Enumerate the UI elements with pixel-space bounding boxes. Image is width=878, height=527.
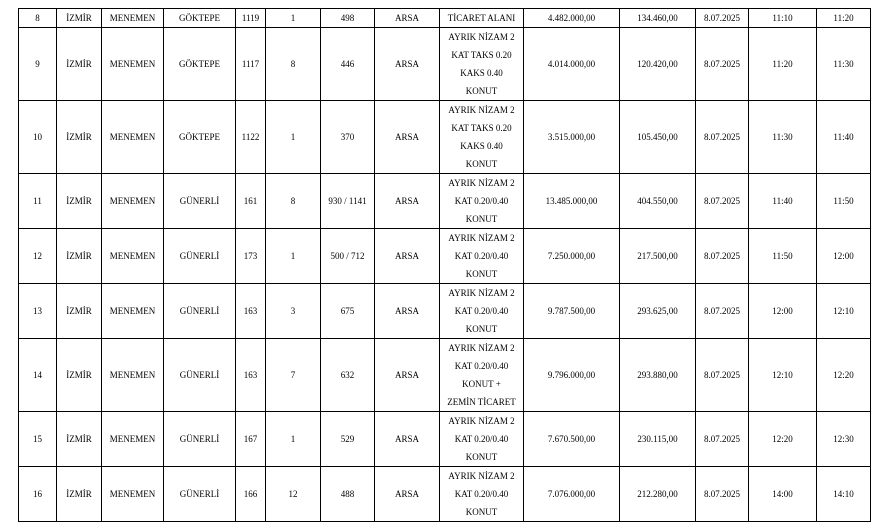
estimated-price-cell: 9.787.500,00: [524, 284, 620, 339]
property-type-cell: ARSA: [375, 174, 440, 229]
estimated-price-cell: 4.014.000,00: [524, 28, 620, 101]
neighborhood-cell: GÜNERLİ: [164, 229, 236, 284]
district-cell: MENEMEN: [102, 174, 164, 229]
start-time-cell: 12:20: [749, 412, 817, 467]
deposit-amount-cell: 293.625,00: [620, 284, 696, 339]
zoning-cell: [440, 9, 524, 28]
area-cell: 370: [321, 101, 375, 174]
row-number-cell: 12: [19, 229, 57, 284]
district-cell: MENEMEN: [102, 339, 164, 412]
zoning-line: KAT TAKS 0.20: [451, 123, 512, 133]
zoning-line: AYRIK NİZAM 2: [448, 105, 515, 115]
table-row: [19, 174, 871, 229]
auction-date-cell: 8.07.2025: [696, 28, 749, 101]
deposit-amount-cell: 212.280,00: [620, 467, 696, 522]
zoning-line: KAT 0.20/0.40: [454, 434, 509, 444]
auction-date-cell: 8.07.2025: [696, 174, 749, 229]
neighborhood-cell: GÜNERLİ: [164, 467, 236, 522]
end-time-cell: 11:40: [817, 101, 871, 174]
estimated-price-cell: 13.485.000,00: [524, 174, 620, 229]
zoning-line: KONUT: [465, 159, 498, 169]
zoning-line: KONUT: [465, 452, 498, 462]
row-number-cell: 13: [19, 284, 57, 339]
start-time-cell: 11:50: [749, 229, 817, 284]
province-cell: İZMİR: [57, 174, 102, 229]
block-number-cell: 161: [236, 174, 266, 229]
district-cell: MENEMEN: [102, 284, 164, 339]
area-cell: 529: [321, 412, 375, 467]
deposit-amount-cell: 105.450,00: [620, 101, 696, 174]
block-number-cell: 166: [236, 467, 266, 522]
row-number-cell: 16: [19, 467, 57, 522]
row-number-cell: 9: [19, 28, 57, 101]
auction-date-cell: 8.07.2025: [696, 101, 749, 174]
province-cell: İZMİR: [57, 229, 102, 284]
auction-date-cell: 8.07.2025: [696, 467, 749, 522]
start-time-cell: 11:20: [749, 28, 817, 101]
auction-date-cell: 8.07.2025: [696, 229, 749, 284]
parcel-number-cell: 8: [266, 28, 321, 101]
block-number-cell: 163: [236, 284, 266, 339]
block-number-cell: 167: [236, 412, 266, 467]
row-number-cell: 14: [19, 339, 57, 412]
table-row: [19, 9, 871, 28]
zoning-line: KAT 0.20/0.40: [454, 489, 509, 499]
table-body: [19, 9, 871, 522]
property-type-cell: ARSA: [375, 284, 440, 339]
parcel-number-cell: 1: [266, 9, 321, 28]
zoning-cell: [440, 467, 524, 522]
estimated-price-cell: 9.796.000,00: [524, 339, 620, 412]
province-cell: İZMİR: [57, 28, 102, 101]
auction-date-cell: 8.07.2025: [696, 339, 749, 412]
end-time-cell: 11:50: [817, 174, 871, 229]
zoning-line: KONUT +: [462, 379, 501, 389]
property-type-cell: ARSA: [375, 412, 440, 467]
row-number-cell: 15: [19, 412, 57, 467]
estimated-price-cell: 3.515.000,00: [524, 101, 620, 174]
end-time-cell: 14:10: [817, 467, 871, 522]
parcel-number-cell: 7: [266, 339, 321, 412]
zoning-line: TİCARET ALANI: [447, 13, 516, 23]
zoning-line: KAKS 0.40: [460, 68, 503, 78]
zoning-line: KONUT: [465, 86, 498, 96]
start-time-cell: 11:40: [749, 174, 817, 229]
area-cell: 930 / 1141: [321, 174, 375, 229]
end-time-cell: 12:10: [817, 284, 871, 339]
auction-date-cell: 8.07.2025: [696, 9, 749, 28]
zoning-line: AYRIK NİZAM 2: [448, 32, 515, 42]
district-cell: MENEMEN: [102, 229, 164, 284]
parcel-number-cell: 1: [266, 229, 321, 284]
end-time-cell: 11:30: [817, 28, 871, 101]
zoning-line: KAT 0.20/0.40: [454, 251, 509, 261]
block-number-cell: 1122: [236, 101, 266, 174]
area-cell: 632: [321, 339, 375, 412]
parcel-number-cell: 12: [266, 467, 321, 522]
end-time-cell: 12:00: [817, 229, 871, 284]
zoning-line: KONUT: [465, 214, 498, 224]
province-cell: İZMİR: [57, 339, 102, 412]
zoning-cell: [440, 28, 524, 101]
zoning-cell: [440, 229, 524, 284]
zoning-line: AYRIK NİZAM 2: [448, 343, 515, 353]
block-number-cell: 173: [236, 229, 266, 284]
province-cell: İZMİR: [57, 412, 102, 467]
neighborhood-cell: GÜNERLİ: [164, 174, 236, 229]
zoning-line: ZEMİN TİCARET: [447, 397, 516, 407]
deposit-amount-cell: 293.880,00: [620, 339, 696, 412]
district-cell: MENEMEN: [102, 101, 164, 174]
zoning-line: KAT 0.20/0.40: [454, 196, 509, 206]
estimated-price-cell: 7.670.500,00: [524, 412, 620, 467]
row-number-cell: 8: [19, 9, 57, 28]
table-row: [19, 467, 871, 522]
zoning-line: AYRIK NİZAM 2: [448, 416, 515, 426]
deposit-amount-cell: 404.550,00: [620, 174, 696, 229]
province-cell: İZMİR: [57, 467, 102, 522]
district-cell: MENEMEN: [102, 9, 164, 28]
zoning-cell: [440, 101, 524, 174]
zoning-line: KAKS 0.40: [460, 141, 503, 151]
deposit-amount-cell: 120.420,00: [620, 28, 696, 101]
zoning-line: AYRIK NİZAM 2: [448, 233, 515, 243]
parcel-auction-table: [18, 8, 871, 522]
neighborhood-cell: GÖKTEPE: [164, 9, 236, 28]
property-type-cell: ARSA: [375, 467, 440, 522]
property-type-cell: ARSA: [375, 9, 440, 28]
deposit-amount-cell: 230.115,00: [620, 412, 696, 467]
area-cell: 498: [321, 9, 375, 28]
zoning-line: AYRIK NİZAM 2: [448, 178, 515, 188]
district-cell: MENEMEN: [102, 28, 164, 101]
area-cell: 675: [321, 284, 375, 339]
parcel-number-cell: 1: [266, 412, 321, 467]
table-row: [19, 284, 871, 339]
estimated-price-cell: 4.482.000,00: [524, 9, 620, 28]
start-time-cell: 11:10: [749, 9, 817, 28]
parcel-number-cell: 8: [266, 174, 321, 229]
estimated-price-cell: 7.250.000,00: [524, 229, 620, 284]
area-cell: 500 / 712: [321, 229, 375, 284]
area-cell: 488: [321, 467, 375, 522]
zoning-cell: [440, 284, 524, 339]
neighborhood-cell: GÜNERLİ: [164, 412, 236, 467]
zoning-cell: [440, 339, 524, 412]
neighborhood-cell: GÜNERLİ: [164, 339, 236, 412]
province-cell: İZMİR: [57, 284, 102, 339]
zoning-line: KONUT: [465, 324, 498, 334]
table-row: [19, 412, 871, 467]
table-row: [19, 229, 871, 284]
zoning-cell: [440, 174, 524, 229]
parcel-number-cell: 3: [266, 284, 321, 339]
table-row: [19, 339, 871, 412]
property-type-cell: ARSA: [375, 229, 440, 284]
end-time-cell: 11:20: [817, 9, 871, 28]
table-row: [19, 101, 871, 174]
row-number-cell: 10: [19, 101, 57, 174]
neighborhood-cell: GÜNERLİ: [164, 284, 236, 339]
zoning-line: KAT TAKS 0.20: [451, 50, 512, 60]
property-type-cell: ARSA: [375, 101, 440, 174]
row-number-cell: 11: [19, 174, 57, 229]
district-cell: MENEMEN: [102, 467, 164, 522]
province-cell: İZMİR: [57, 9, 102, 28]
zoning-line: AYRIK NİZAM 2: [448, 471, 515, 481]
zoning-line: AYRIK NİZAM 2: [448, 288, 515, 298]
deposit-amount-cell: 217.500,00: [620, 229, 696, 284]
zoning-line: KAT 0.20/0.40: [454, 361, 509, 371]
end-time-cell: 12:20: [817, 339, 871, 412]
start-time-cell: 12:10: [749, 339, 817, 412]
neighborhood-cell: GÖKTEPE: [164, 28, 236, 101]
start-time-cell: 11:30: [749, 101, 817, 174]
property-type-cell: ARSA: [375, 28, 440, 101]
area-cell: 446: [321, 28, 375, 101]
zoning-cell: [440, 412, 524, 467]
auction-date-cell: 8.07.2025: [696, 284, 749, 339]
block-number-cell: 1119: [236, 9, 266, 28]
parcel-number-cell: 1: [266, 101, 321, 174]
deposit-amount-cell: 134.460,00: [620, 9, 696, 28]
auction-date-cell: 8.07.2025: [696, 412, 749, 467]
zoning-line: KAT 0.20/0.40: [454, 306, 509, 316]
district-cell: MENEMEN: [102, 412, 164, 467]
zoning-line: KONUT: [465, 507, 498, 517]
block-number-cell: 163: [236, 339, 266, 412]
end-time-cell: 12:30: [817, 412, 871, 467]
property-type-cell: ARSA: [375, 339, 440, 412]
block-number-cell: 1117: [236, 28, 266, 101]
province-cell: İZMİR: [57, 101, 102, 174]
neighborhood-cell: GÖKTEPE: [164, 101, 236, 174]
estimated-price-cell: 7.076.000,00: [524, 467, 620, 522]
start-time-cell: 14:00: [749, 467, 817, 522]
table-row: [19, 28, 871, 101]
start-time-cell: 12:00: [749, 284, 817, 339]
zoning-line: KONUT: [465, 269, 498, 279]
